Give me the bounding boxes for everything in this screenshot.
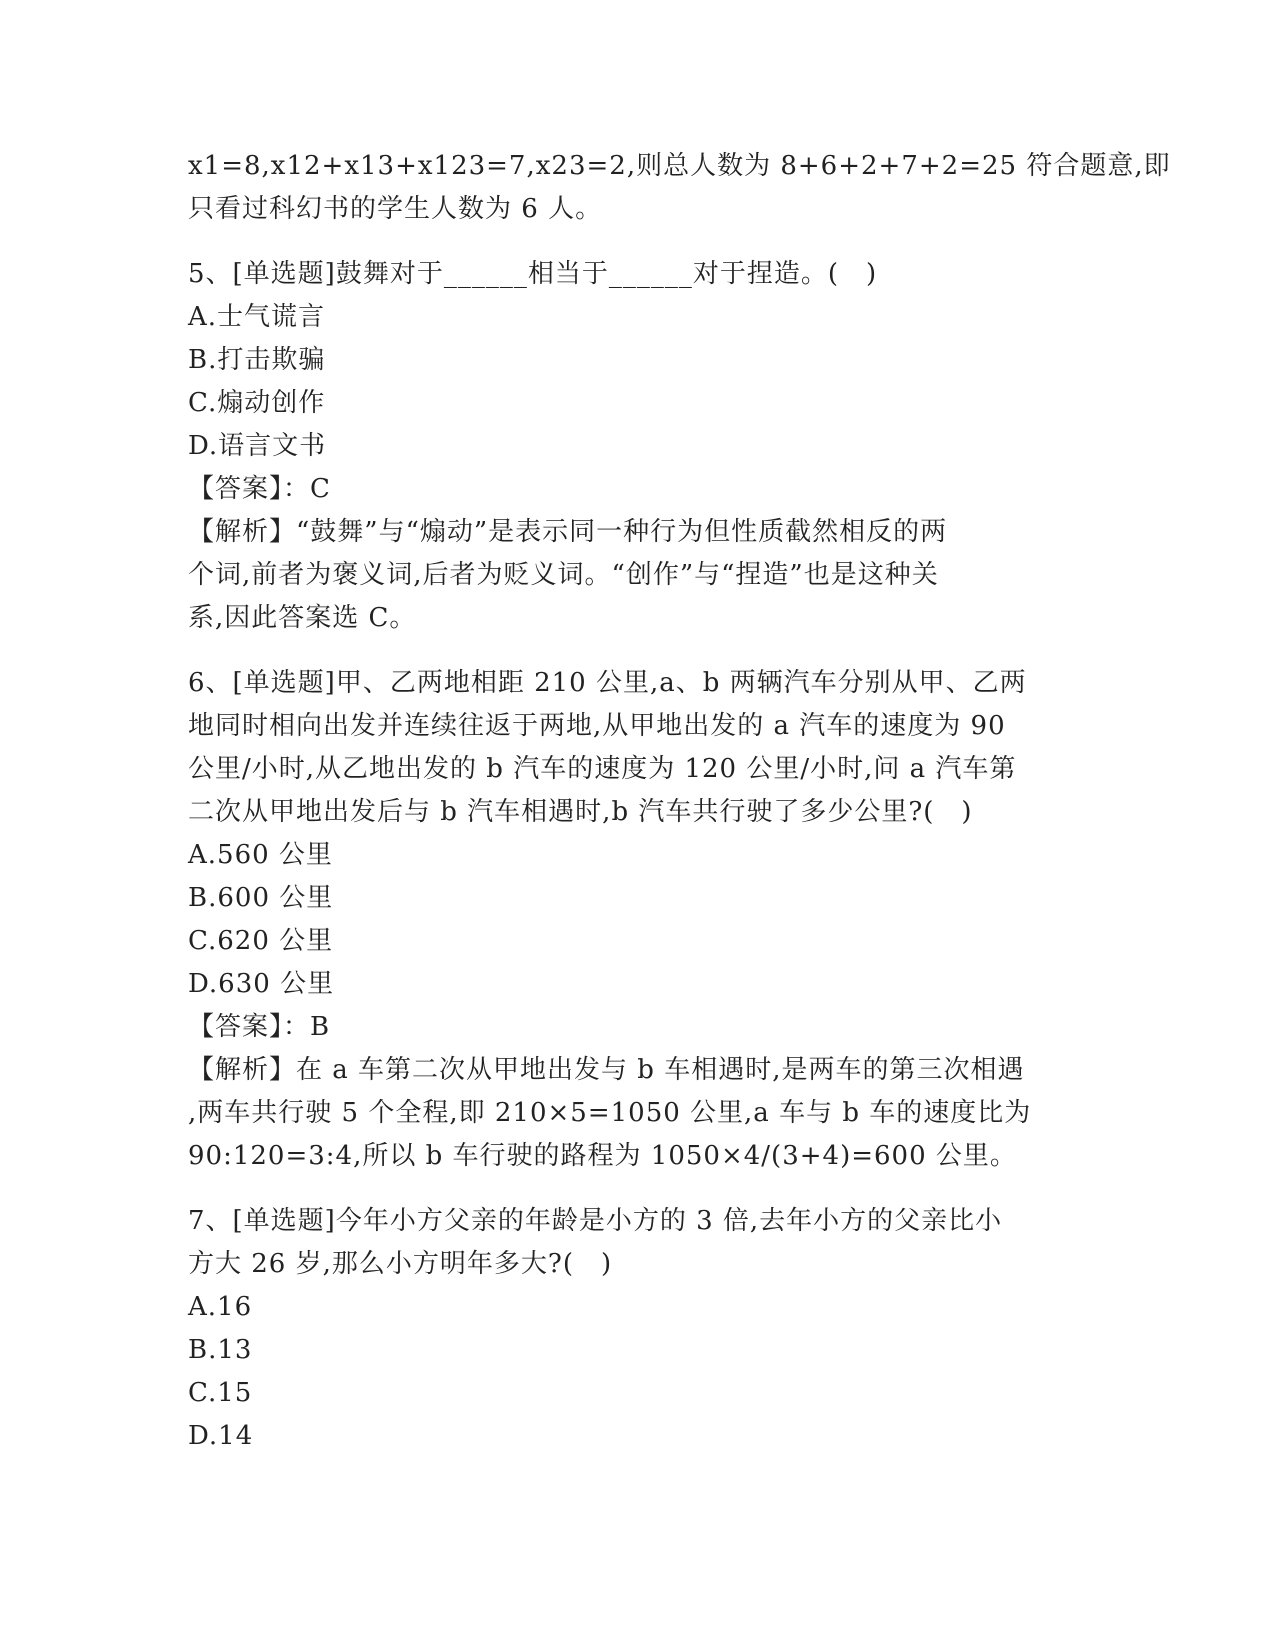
option-a: A.16 [188,1292,253,1322]
question-7 [188,1200,1088,1458]
question-6 [188,662,1088,1178]
option-a: A.士气谎言 [188,302,326,332]
analysis-line: 【解析】“鼓舞”与“煽动”是表示同一种行为但性质截然相反的两 [188,517,948,547]
analysis-line: 系,因此答案选 C。 [188,603,417,633]
question-stem: 公里/小时,从乙地出发的 b 汽车的速度为 120 公里/小时,问 a 汽车第 [188,754,1017,784]
option-a: A.560 公里 [188,840,333,870]
question-stem: 7、[单选题]今年小方父亲的年龄是小方的 3 倍,去年小方的父亲比小 [188,1206,1003,1236]
option-d: D.语言文书 [188,431,327,461]
answer-line: 【答案】：C [188,474,331,504]
analysis-line: 个词,前者为褒义词,后者为贬义词。“创作”与“捏造”也是这种关 [188,560,939,590]
option-c: C.620 公里 [188,926,334,956]
question-5 [188,253,1088,640]
question-stem: 5、[单选题]鼓舞对于______相当于______对于捏造。( ) [188,259,878,289]
question-stem: 方大 26 岁,那么小方明年多大?( ) [188,1249,613,1279]
analysis-line: 【解析】在 a 车第二次从甲地出发与 b 车相遇时,是两车的第三次相遇 [188,1055,1025,1085]
option-b: B.打击欺骗 [188,345,326,375]
option-d: D.630 公里 [188,969,335,999]
question-stem: 地同时相向出发并连续往返于两地,从甲地出发的 a 汽车的速度为 90 [188,711,1006,741]
intro-paragraph [188,145,1171,231]
question-stem: 二次从甲地出发后与 b 汽车相遇时,b 汽车共行驶了多少公里?( ) [188,797,973,827]
text-line: 只看过科幻书的学生人数为 6 人。 [188,194,603,224]
option-c: C.15 [188,1378,253,1408]
answer-line: 【答案】：B [188,1012,331,1042]
question-stem: 6、[单选题]甲、乙两地相距 210 公里,a、b 两辆汽车分别从甲、乙两 [188,668,1027,698]
option-d: D.14 [188,1421,254,1451]
option-b: B.600 公里 [188,883,334,913]
option-c: C.煽动创作 [188,388,326,418]
text-line: x1=8,x12+x13+x123=7,x23=2,则总人数为 8+6+2+7+2=25 符合题意,即 [188,151,1171,181]
analysis-line: ,两车共行驶 5 个全程,即 210×5=1050 公里,a 车与 b 车的速度比为 [188,1098,1032,1128]
option-b: B.13 [188,1335,253,1365]
analysis-line: 90:120=3:4,所以 b 车行驶的路程为 1050×4/(3+4)=600 公里。 [188,1141,1017,1171]
document-page [188,145,1171,1458]
